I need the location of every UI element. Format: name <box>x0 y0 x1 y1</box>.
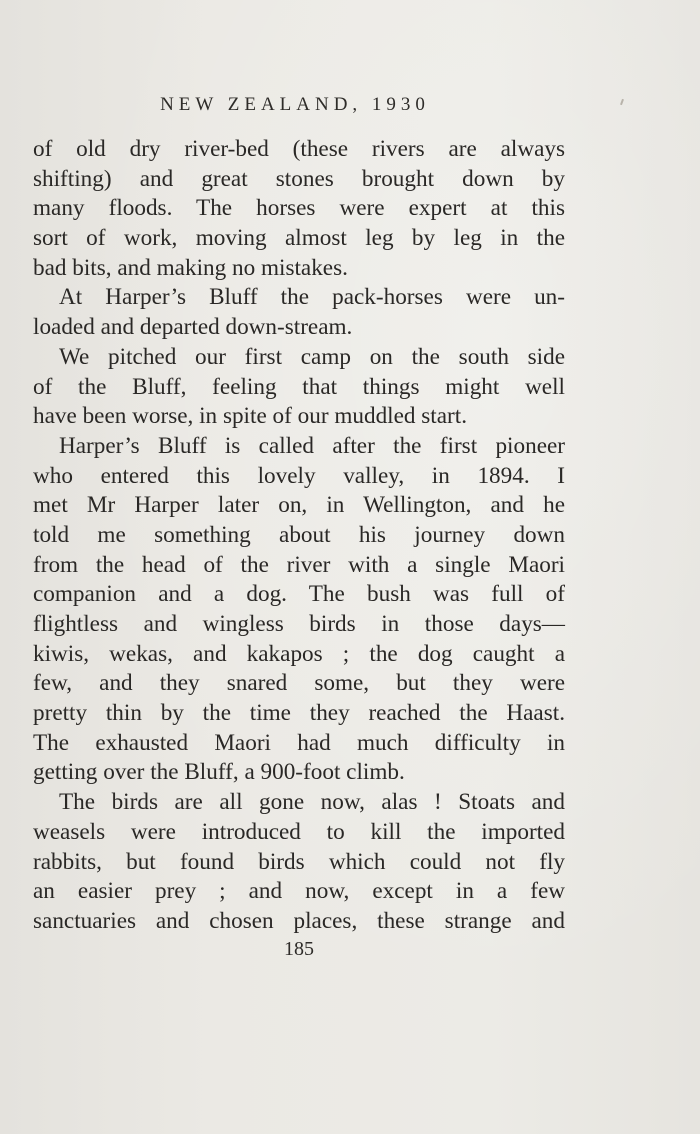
text-line: pretty thin by the time they reached the Haast. <box>33 700 565 727</box>
text-line: who entered this lovely valley, in 1894. I <box>33 462 565 489</box>
text-line: have been worse, in spite of our muddled start. <box>33 403 468 430</box>
text-line: from the head of the river with a single Maori <box>33 551 565 578</box>
text-line: rabbits, but found birds which could not fly <box>33 848 565 875</box>
text-line: few, and they snared some, but they were <box>33 670 565 697</box>
text-line: kiwis, wekas, and kakapos ; the dog caught a <box>33 640 565 667</box>
text-line: an easier prey ; and now, except in a few <box>33 878 565 905</box>
text-line: sanctuaries and chosen places, these strange and <box>33 907 565 934</box>
paper-speck <box>620 99 624 105</box>
text-line: companion and a dog. The bush was full of <box>33 581 565 608</box>
text-line: met Mr Harper later on, in Wellington, and he <box>33 492 565 519</box>
text-line: At Harper’s Bluff the pack-horses were un- <box>59 284 565 311</box>
text-line: The birds are all gone now, alas ! Stoats and <box>59 789 565 816</box>
text-line: many floods. The horses were expert at this <box>33 195 565 222</box>
text-line: getting over the Bluff, a 900-foot climb. <box>33 759 405 786</box>
text-line: shifting) and great stones brought down by <box>33 165 565 192</box>
text-line: of old dry river-bed (these rivers are always <box>33 136 565 162</box>
text-line: flightless and wingless birds in those days— <box>33 611 565 637</box>
text-line: sort of work, moving almost leg by leg in the <box>33 225 565 252</box>
body-text <box>33 135 565 937</box>
text-line: Harper’s Bluff is called after the first pioneer <box>59 432 565 459</box>
running-head: NEW ZEALAND, 1930 <box>160 94 430 115</box>
text-line: We pitched our first camp on the south side <box>59 343 565 370</box>
text-line: The exhausted Maori had much difficulty in <box>33 729 565 756</box>
text-line: of the Bluff, feeling that things might well <box>33 373 565 400</box>
page-number: 185 <box>284 938 314 960</box>
text-line: loaded and departed down-stream. <box>33 314 353 341</box>
text-line: told me something about his journey down <box>33 521 565 548</box>
text-line: bad bits, and making no mistakes. <box>33 254 348 281</box>
text-line: weasels were introduced to kill the imported <box>33 818 565 845</box>
